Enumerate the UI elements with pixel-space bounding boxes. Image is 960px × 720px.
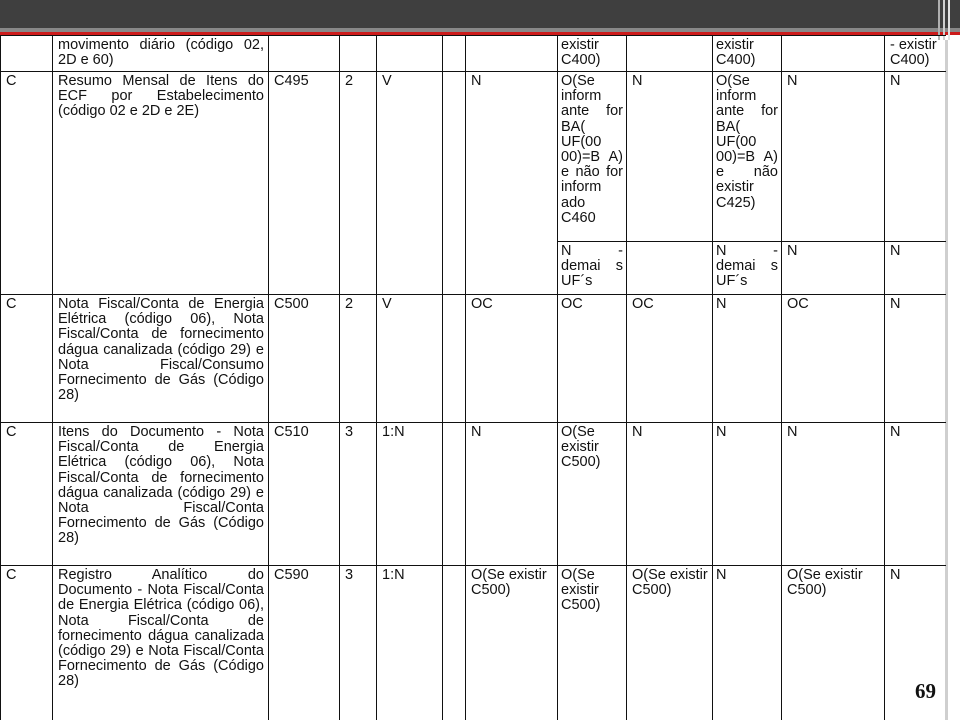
- table-row: [1, 72, 947, 242]
- cell-col9: OC: [627, 295, 713, 423]
- cell-spacer: [443, 72, 466, 295]
- cell-col10: existir C400): [713, 36, 782, 72]
- cell-col10: O(Se inform ante for BA( UF(00 00)=B A) e não existir C425): [713, 72, 782, 242]
- cell-col12: N: [885, 295, 947, 423]
- cell-col9: N: [627, 72, 713, 242]
- cell-col12: - existir C400): [885, 36, 947, 72]
- cell-col11: [782, 36, 885, 72]
- cell-block: C: [1, 566, 53, 720]
- cell-col9: N: [627, 423, 713, 566]
- cell-col12: N: [885, 72, 947, 242]
- cell-col11: N: [782, 72, 885, 242]
- cell-description: Resumo Mensal de Itens do ECF por Estabelecimento (código 02 e 2D e 2E): [53, 72, 269, 295]
- register-table-region: [0, 35, 946, 720]
- table-row: [1, 423, 947, 566]
- cell-level: 3: [340, 423, 377, 566]
- cell-register: C495: [269, 72, 340, 295]
- cell-spacer: [443, 423, 466, 566]
- cell-col7: O(Se existir C500): [466, 566, 558, 720]
- cell-col9: [627, 242, 713, 295]
- cell-col8: N - demai s UF´s: [558, 242, 627, 295]
- cell-block: C: [1, 423, 53, 566]
- cell-register: C510: [269, 423, 340, 566]
- cell-col10: N: [713, 566, 782, 720]
- decorative-lines: [938, 0, 954, 40]
- cell-spacer: [443, 295, 466, 423]
- cell-description: Registro Analítico do Documento - Nota Fiscal/Conta de Energia Elétrica (código 06), Nota Fiscal/Conta de fornecimento dágua canalizada (código 29) e Nota Fiscal/Conta Fornecimento de Gás (Código 28): [53, 566, 269, 720]
- cell-col10: N - demai s UF´s: [713, 242, 782, 295]
- cell-col7: N: [466, 423, 558, 566]
- cell-col8: OC: [558, 295, 627, 423]
- cell-description: Itens do Documento - Nota Fiscal/Conta de Energia Elétrica (código 06), Nota Fiscal/Conta de fornecimento dágua canalizada (código 29) e Nota Fiscal/Conta Fornecimento de Gás (Código 28): [53, 423, 269, 566]
- cell-col7: N: [466, 72, 558, 295]
- cell-description: movimento diário (código 02, 2D e 60): [53, 36, 269, 72]
- cell-col12: N: [885, 566, 947, 720]
- cell-spacer: [443, 566, 466, 720]
- cell-col8: O(Se existir C500): [558, 566, 627, 720]
- page-number: 69: [915, 679, 936, 703]
- cell-occurrence: V: [377, 295, 443, 423]
- cell-level: 2: [340, 72, 377, 295]
- cell-block: C: [1, 72, 53, 295]
- cell-col8: O(Se inform ante for BA( UF(00 00)=B A) e não for inform ado C460: [558, 72, 627, 242]
- cell-register: C500: [269, 295, 340, 423]
- table-row: [1, 36, 947, 72]
- register-table: [0, 35, 946, 720]
- cell-col7: [466, 36, 558, 72]
- slide-header-bar: [0, 0, 960, 28]
- cell-level: [340, 36, 377, 72]
- cell-col9: O(Se existir C500): [627, 566, 713, 720]
- cell-register: [269, 36, 340, 72]
- cell-description: Nota Fiscal/Conta de Energia Elétrica (código 06), Nota Fiscal/Conta de fornecimento dágua canalizada (código 29) e Nota Fiscal/Consumo Fornecimento de Gás (Código 28): [53, 295, 269, 423]
- cell-occurrence: 1:N: [377, 423, 443, 566]
- cell-occurrence: 1:N: [377, 566, 443, 720]
- cell-col7: OC: [466, 295, 558, 423]
- cell-register: C590: [269, 566, 340, 720]
- cell-col10: N: [713, 295, 782, 423]
- cell-col11: N: [782, 423, 885, 566]
- cell-level: 2: [340, 295, 377, 423]
- cell-spacer: [443, 36, 466, 72]
- cell-col11: O(Se existir C500): [782, 566, 885, 720]
- table-row: [1, 295, 947, 423]
- cell-col9: [627, 36, 713, 72]
- cell-col8: existir C400): [558, 36, 627, 72]
- cell-level: 3: [340, 566, 377, 720]
- cell-col12: N: [885, 242, 947, 295]
- cell-col12: N: [885, 423, 947, 566]
- table-row: [1, 566, 947, 720]
- cell-occurrence: V: [377, 72, 443, 295]
- cell-block: [1, 36, 53, 72]
- cell-occurrence: [377, 36, 443, 72]
- cell-block: C: [1, 295, 53, 423]
- cell-col11: N: [782, 242, 885, 295]
- cell-col10: N: [713, 423, 782, 566]
- cell-col11: OC: [782, 295, 885, 423]
- cell-col8: O(Se existir C500): [558, 423, 627, 566]
